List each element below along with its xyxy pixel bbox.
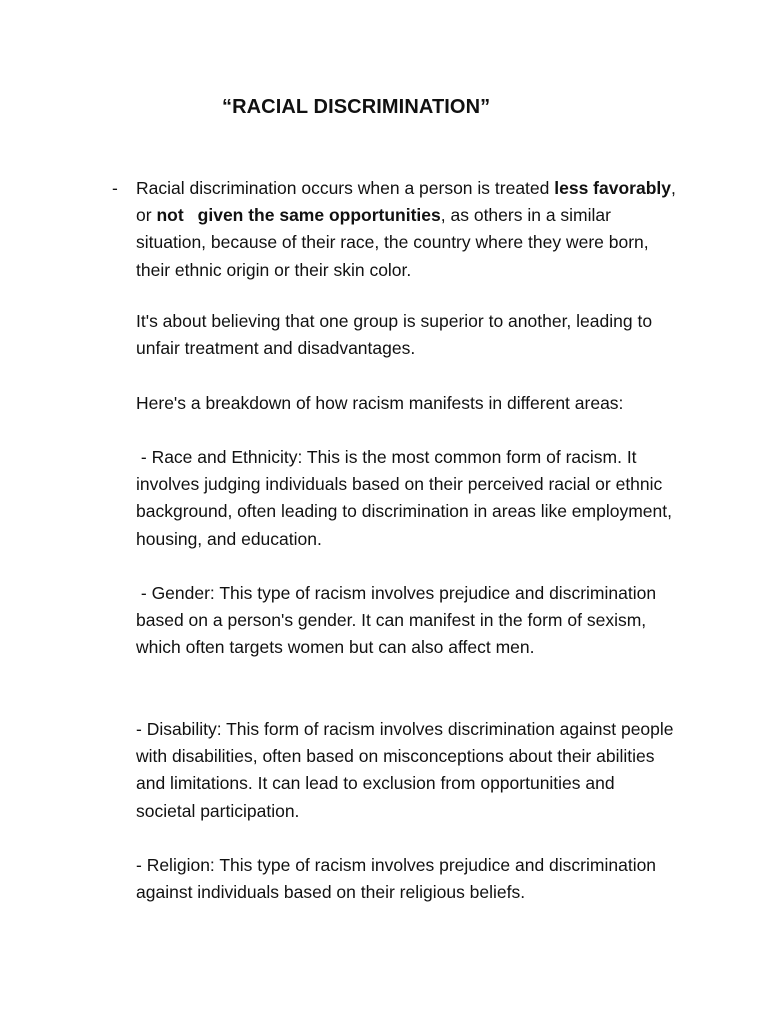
breakdown-paragraph xyxy=(136,390,676,417)
religion-paragraph xyxy=(136,852,676,906)
intro-bold-opportunities: given the same opportunities xyxy=(197,205,441,226)
intro-bold-less-favorably: less favorably xyxy=(554,178,671,198)
intro-paragraph xyxy=(136,175,676,284)
document-title: “RACIAL DISCRIMINATION” xyxy=(222,96,491,118)
about-text: It's about believing that one group is superior to another, leading to unfair treatment and disadvantages. xyxy=(136,311,653,359)
intro-text-2: , or xyxy=(136,178,676,226)
intro-text-1: Racial discrimination occurs when a person is treated xyxy=(136,178,555,198)
intro-bold-not: not xyxy=(156,205,184,226)
bullet-dash: - xyxy=(112,178,118,198)
race-ethnicity-text: - Race and Ethnicity: This is the most common form of racism. It involves judging individuals based on their perceived racial or ethnic background, often leading to discrimination in areas like employment, housing, and education. xyxy=(136,447,677,549)
about-paragraph xyxy=(136,308,676,362)
breakdown-text: Here's a breakdown of how racism manifests in different areas: xyxy=(136,393,624,413)
gender-text: - Gender: This type of racism involves prejudice and discrimination based on a person's gender. It can manifest in the form of sexism, which often targets women but can also affect men. xyxy=(136,583,661,658)
intro-text-3: , as others in a similar situation, because of their race, the country where they were born, their ethnic origin or their skin color. xyxy=(136,205,649,280)
religion-text: - Religion: This type of racism involves prejudice and discrimination against individuals based on their religious beliefs. xyxy=(136,855,657,903)
race-ethnicity-paragraph xyxy=(136,444,676,553)
gender-paragraph xyxy=(136,580,676,662)
disability-paragraph xyxy=(136,716,676,825)
disability-text: - Disability: This form of racism involves discrimination against people with disabilities, often based on misconceptions about their abilities and limitations. It can lead to exclusion from opportunities and societal participation. xyxy=(136,719,674,821)
